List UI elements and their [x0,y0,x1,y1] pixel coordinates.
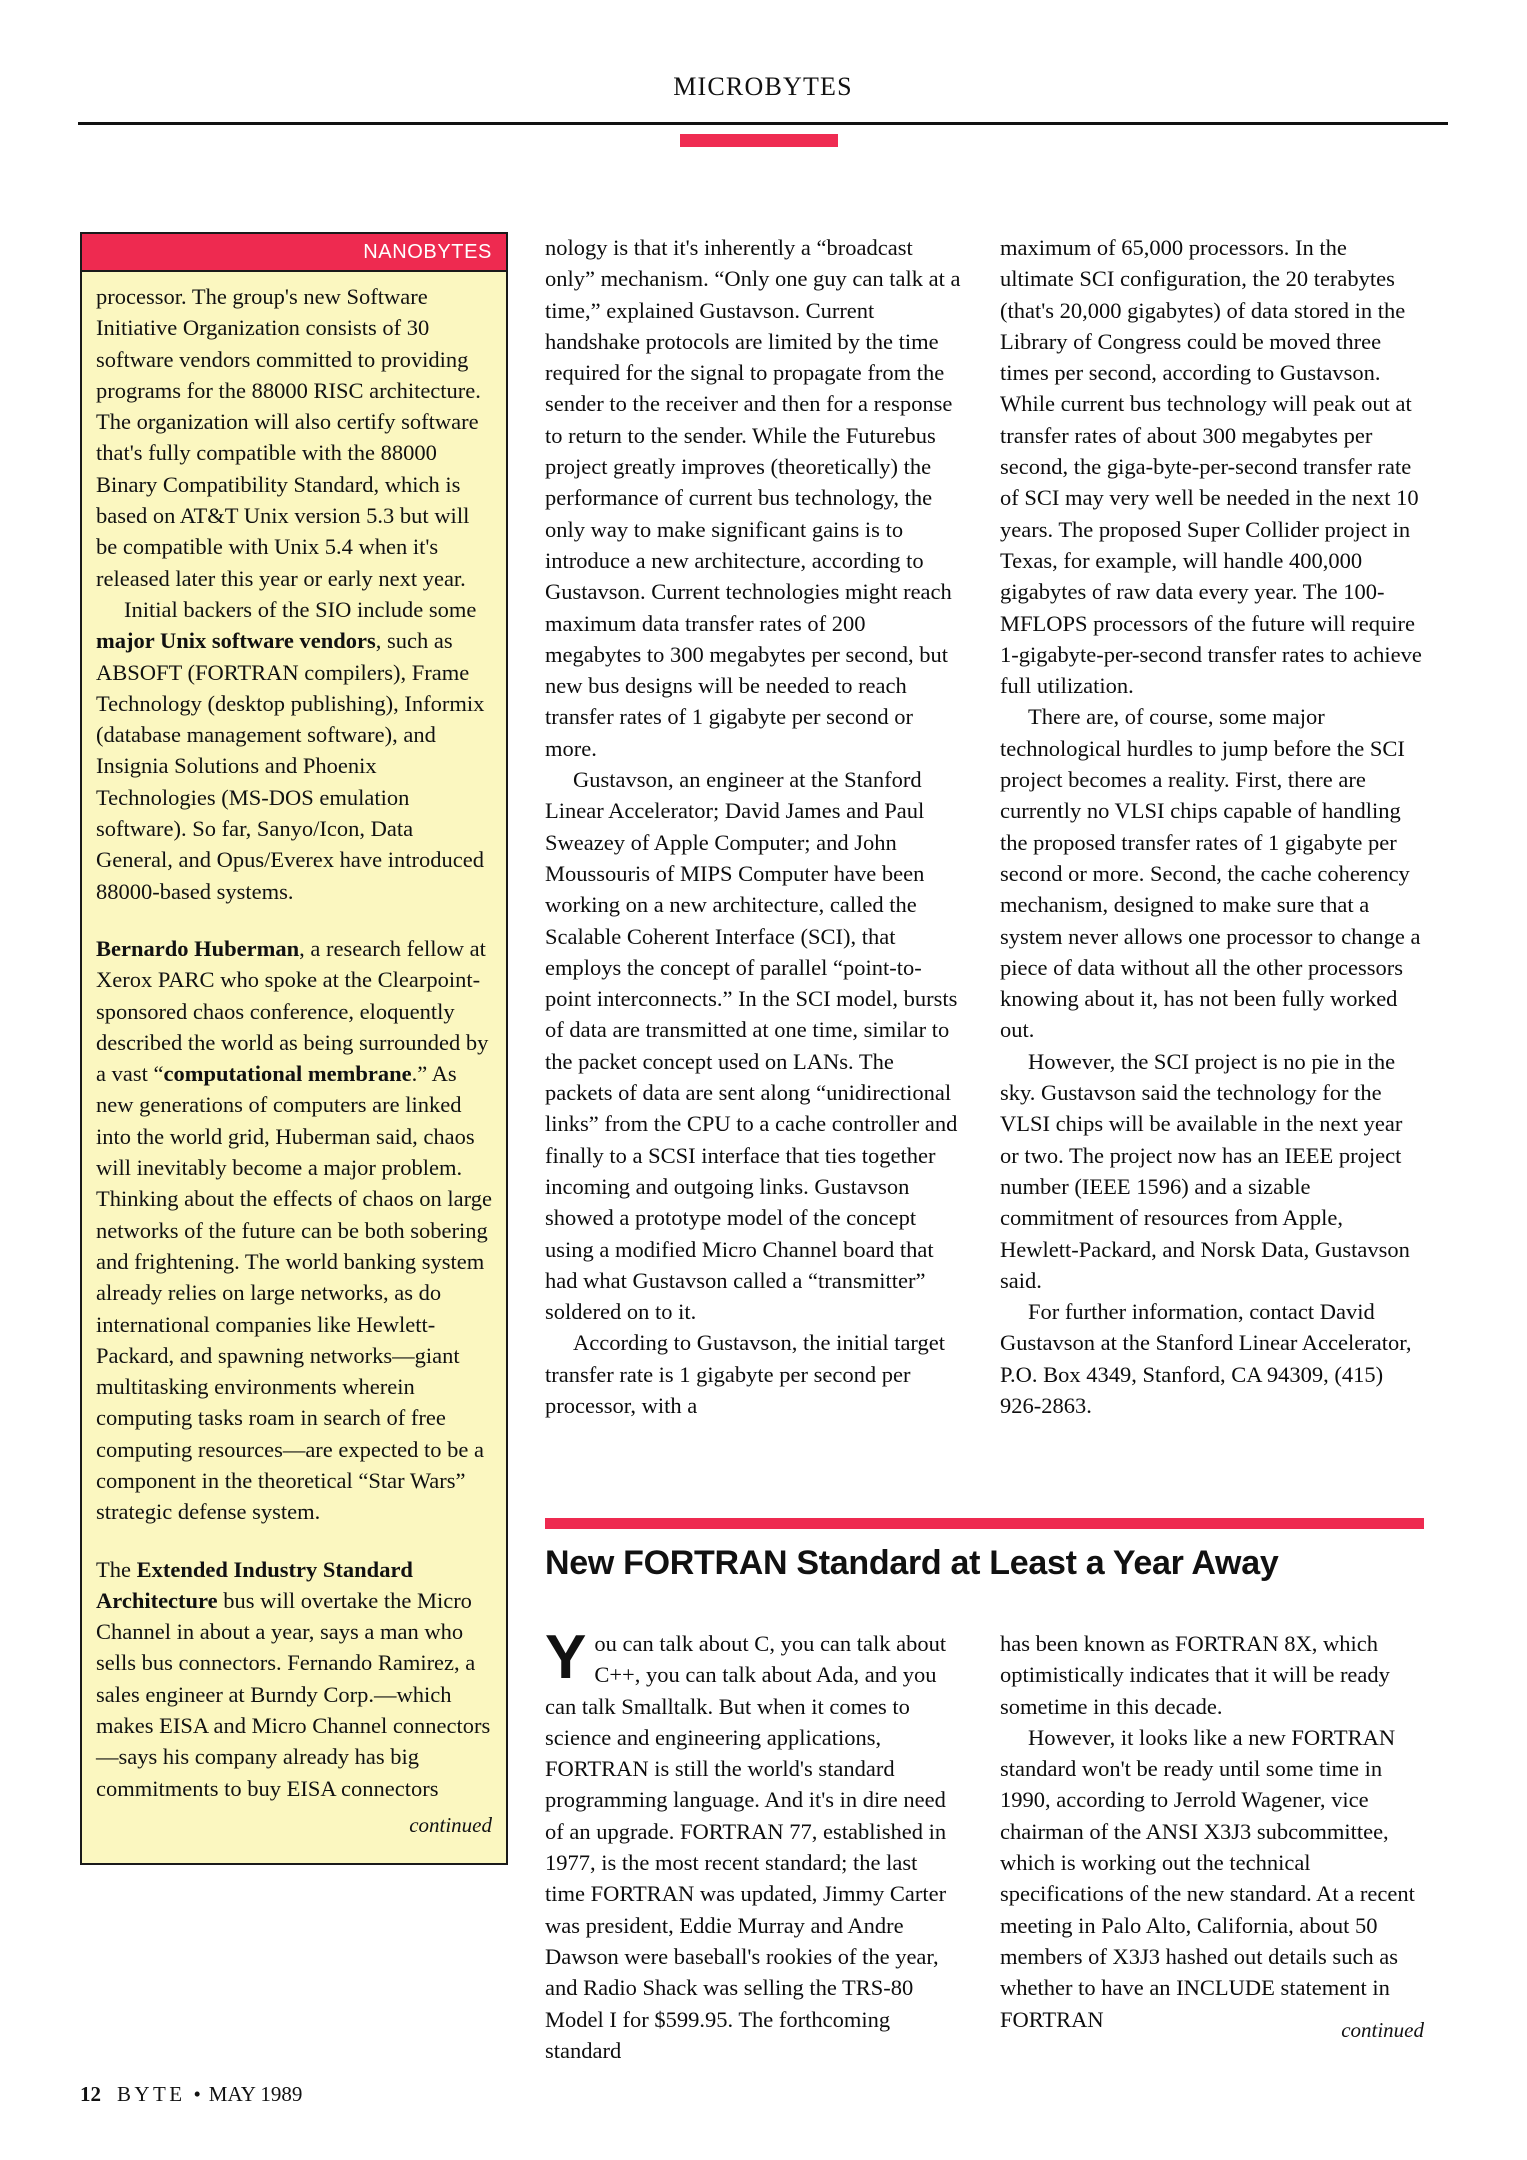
paragraph [1000,701,1424,1045]
emphasis-text: Bernardo Huberman [96,935,300,961]
paragraph [96,933,492,1528]
nanobytes-sidebar [80,232,508,1865]
body-text: nology is that it's inherently a “broadcast only” mechanism. “Only one guy can talk at a time,” explained Gustavson. Current handshake protocols are limited by the time required for the signal to propagate from the sender to the receiver and then for a response to return to the sender. While the Futurebus project greatly improves (theoretically) the performance of current bus technology, the only way to make significant gains is to introduce a new architecture, according to Gustavson. Current technologies might reach maximum data transfer rates of 200 megabytes to 300 megabytes per second, but new bus designs will be needed to reach transfer rates of 1 gigabyte per second or more. [545,235,961,761]
body-text: Gustavson, an engineer at the Stanford Linear Accelerator; David James and Paul Sweazey of Apple Computer; and John Moussouris of MIPS Computer have been working on a new architecture, called the Scalable Coherent Interface (SCI), that employs the concept of parallel “point-to-point interconnects.” In the SCI model, bursts of data are transmitted at one time, similar to the packet concept used on LANs. The packets of data are sent along “unidirectional links” from the CPU to a cache controller and finally to a SCSI interface that ties together incoming and outgoing links. Gustavson showed a prototype model of the concept using a modified Micro Channel board that had what Gustavson called a “transmitter” soldered on to it. [545,767,958,1325]
paragraph [1000,1722,1424,2035]
paragraph [96,594,492,907]
paragraph [96,1554,492,1804]
body-text: The [96,1556,137,1582]
sci-article-right-column [1000,232,1424,1421]
paragraph [545,1623,963,2066]
nanobytes-body [82,272,506,1863]
fortran-article-left-column [545,1623,963,2066]
body-text: has been known as FORTRAN 8X, which optimistically indicates that it will be ready sometime in this decade. [1000,1631,1390,1719]
body-text: Initial backers of the SIO include some [124,596,477,622]
body-text: There are, of course, some major technological hurdles to jump before the SCI project becomes a reality. First, there are currently no VLSI chips capable of handling the proposed transfer rates of 1 gigabyte per second or more. Second, the cache coherency mechanism, designed to make sure that a system never allows one processor to change a piece of data without all the other processors knowing about it, has not been fully worked out. [1000,704,1421,1043]
drop-cap: Y [545,1623,587,1692]
emphasis-text: major Unix software vendors [96,628,376,654]
paragraph [96,281,492,594]
paragraph [1000,1296,1424,1421]
body-text: , such as ABSOFT (FORTRAN compilers), Frame Technology (desktop publishing), Informix (database management software), and Insignia Solutions and Phoenix Technologies (MS-DOS emulation software). So far, Sanyo/Icon, Data General, and Opus/Everex have introduced 88000-based systems. [96,628,485,904]
footer-separator: • [193,2082,201,2106]
footer-magazine-name: BYTE [117,2082,186,2106]
body-text: .” As new generations of computers are linked into the world grid, Huberman said, chaos will inevitably become a major problem. Thinking about the effects of chaos on large networks of the future can be both sobering and frightening. The world banking system already relies on large networks, as do international companies like Hewlett-Packard, and spawning networks—giant multitasking environments wherein computing tasks roam in search of free computing resources—are expected to be a component in the theoretical “Star Wars” strategic defense system. [96,1061,492,1525]
fortran-continued-label: continued [1341,2018,1424,2042]
body-text: , a research fellow at Xerox PARC who spoke at the Clearpoint-sponsored chaos conference, eloquently described the world as being surrounded by a vast “ [96,935,489,1087]
body-text: According to Gustavson, the initial target transfer rate is 1 gigabyte per second per processor, with a [545,1330,946,1418]
fortran-article-title: New FORTRAN Standard at Least a Year Away [545,1544,1279,1582]
body-text: bus will overtake the Micro Channel in about a year, says a man who sells bus connectors. Fernando Ramirez, a sales engineer at Burndy Corp.—which makes EISA and Micro Channel connectors—says his company already has big commitments to buy EISA connectors [96,1587,491,1801]
header-accent-dash [680,134,838,147]
sci-article-middle-column [545,232,963,1421]
body-text: processor. The group's new Software Initiative Organization consists of 30 software vendors committed to providing programs for the 88000 RISC architecture. The organization will also certify software that's fully compatible with the 88000 Binary Compatibility Standard, which is based on AT&T Unix version 5.3 but will be compatible with Unix 5.4 when it's released later this year or early next year. [96,284,481,591]
paragraph [1000,1628,1424,1722]
paragraph [545,1327,963,1421]
sidebar-continued-label: continued [409,1812,492,1837]
nanobytes-header-bar [82,234,506,272]
page-running-head: MICROBYTES [673,72,853,101]
paragraph [1000,1046,1424,1296]
page-footer [80,2082,302,2107]
nanobytes-title: NANOBYTES [363,240,492,263]
body-text: ou can talk about C, you can talk about C++, you can talk about Ada, and you can talk Smalltalk. But when it comes to science and engineering applications, FORTRAN is still the world's standard programming language. And it's in dire need of an upgrade. FORTRAN 77, established in 1977, is the most recent standard; the last time FORTRAN was updated, Jimmy Carter was president, Eddie Murray and Andre Dawson were baseball's rookies of the year, and Radio Shack was selling the TRS-80 Model I for $599.95. The forthcoming standard [545,1631,947,2063]
nanobytes-paragraphs [96,281,492,1804]
fortran-article-right-column [1000,1628,1424,2035]
footer-issue-date: MAY 1989 [208,2082,303,2106]
fortran-article-rule [545,1518,1424,1529]
body-text: However, it looks like a new FORTRAN standard won't be ready until some time in 1990, according to Jerrold Wagener, vice chairman of the ANSI X3J3 subcommittee, which is working out the technical specifications of the new standard. At a recent meeting in Palo Alto, California, about 50 members of X3J3 hashed out details such as whether to have an INCLUDE statement in FORTRAN [1000,1724,1415,2032]
emphasis-text: Extended Industry Standard Architecture [96,1556,413,1613]
folio-page-number: 12 [80,2082,101,2106]
body-text: However, the SCI project is no pie in the sky. Gustavson said the technology for the VLSI chips will be available in the next year or two. The project now has an IEEE project number (IEEE 1596) and a sizable commitment of resources from Apple, Hewlett-Packard, and Norsk Data, Gustavson said. [1000,1048,1410,1293]
body-text: For further information, contact David Gustavson at the Stanford Linear Accelerator, P.O. Box 4349, Stanford, CA 94309, (415) 926-2863. [1000,1299,1412,1418]
paragraph [545,232,963,764]
paragraph [545,764,963,1327]
header-rule [78,122,1448,125]
paragraph [1000,232,1424,701]
emphasis-text: computational membrane [163,1061,412,1087]
body-text: maximum of 65,000 processors. In the ultimate SCI configuration, the 20 terabytes (that's 20,000 gigabytes) of data stored in the Library of Congress could be moved three times per second, according to Gustavson. While current bus technology will peak out at transfer rates of about 300 megabytes per second, the giga-byte-per-second transfer rate of SCI may very well be needed in the next 10 years. The proposed Super Collider project in Texas, for example, will handle 400,000 gigabytes of raw data every year. The 100-MFLOPS processors of the future will require 1-gigabyte-per-second transfer rates to achieve full utilization. [1000,235,1422,699]
